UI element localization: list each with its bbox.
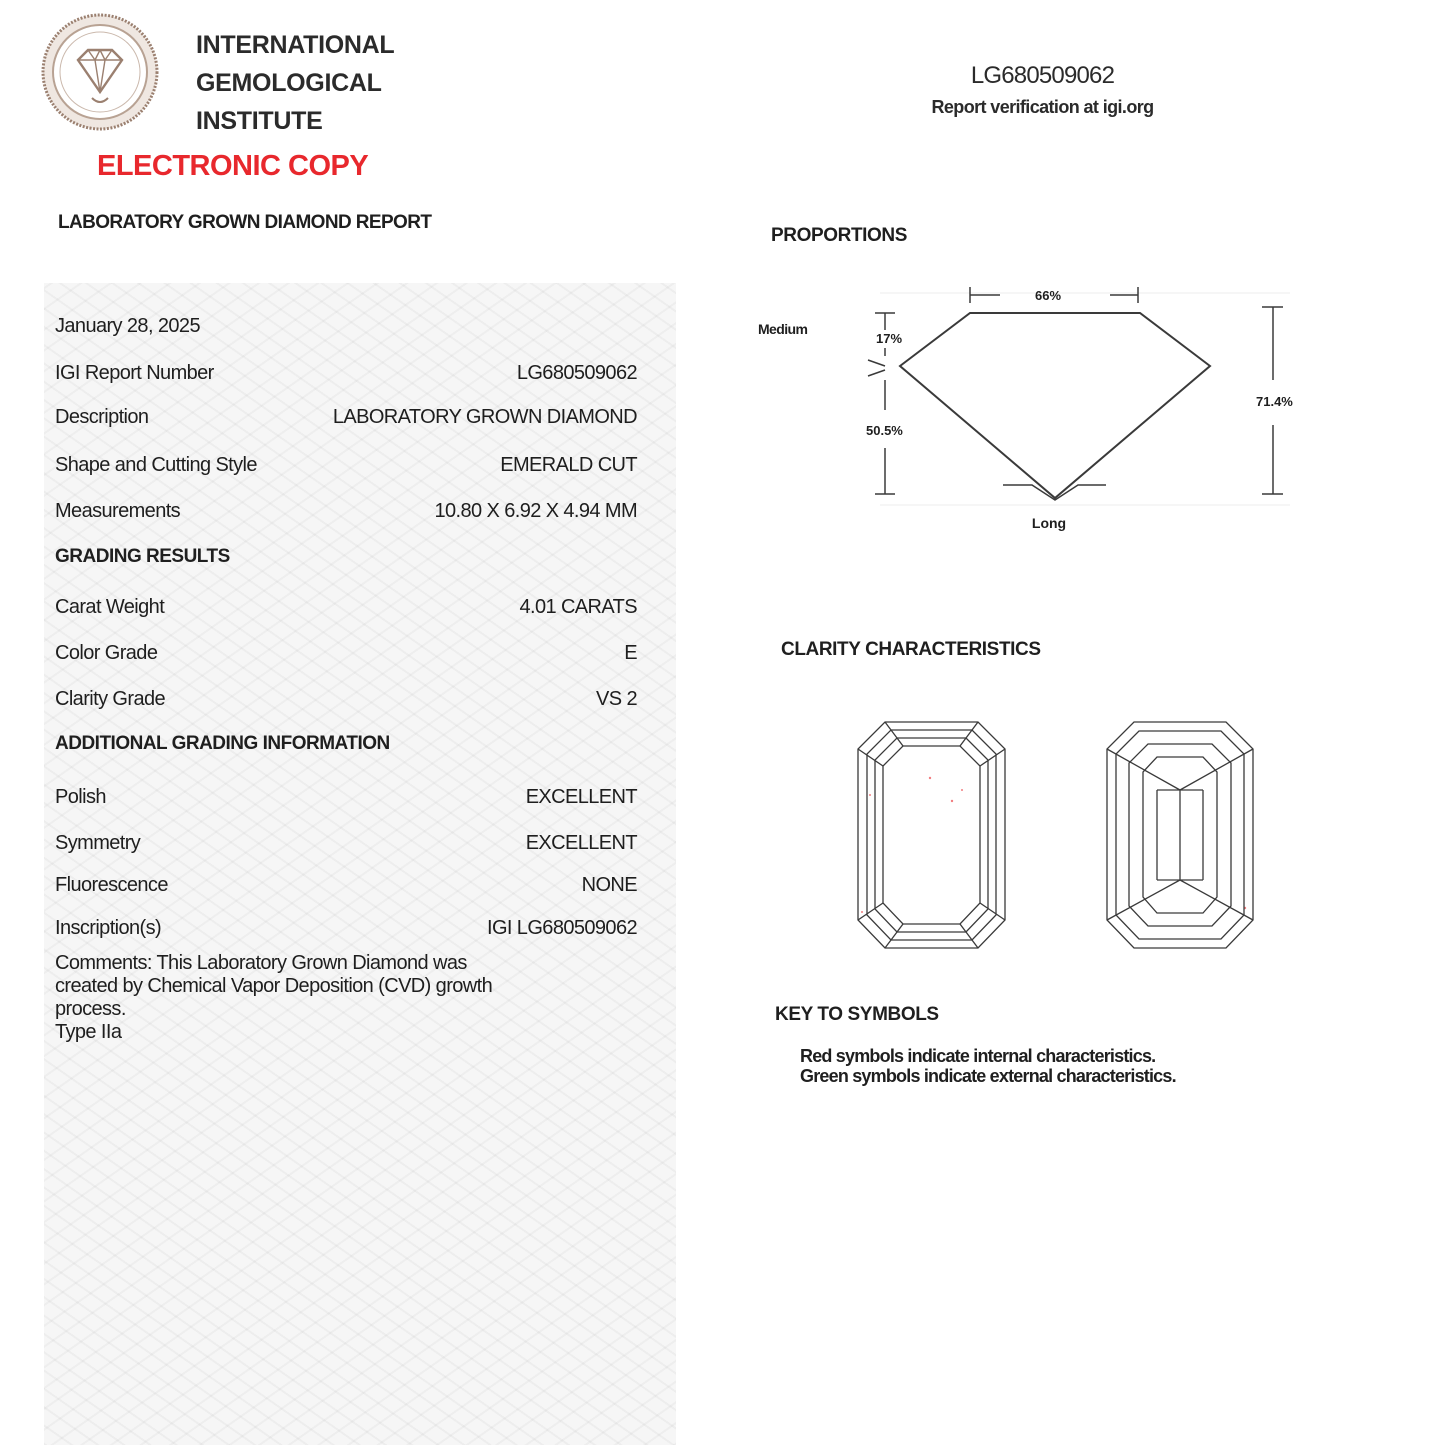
detail-value: EMERALD CUT [500, 454, 637, 476]
detail-label: Shape and Cutting Style [55, 454, 257, 476]
key-to-symbols-heading: KEY TO SYMBOLS [775, 1004, 939, 1025]
detail-value: LABORATORY GROWN DIAMOND [332, 406, 637, 428]
additional-value: NONE [581, 874, 637, 896]
diamond-type: Type IIa [55, 1021, 122, 1043]
additional-info-heading: ADDITIONAL GRADING INFORMATION [55, 733, 390, 754]
key-internal-line: Red symbols indicate internal characteristics. [800, 1046, 1156, 1066]
girdle-label: Medium [758, 321, 808, 337]
depth-percent: 71.4% [1256, 394, 1293, 409]
proportions-diagram [750, 275, 1310, 540]
crown-percent: 17% [876, 331, 903, 346]
additional-label: Polish [55, 786, 106, 808]
crown-view-diagram [858, 722, 1005, 948]
additional-label: Fluorescence [55, 874, 168, 896]
additional-label: Inscription(s) [55, 917, 162, 939]
culet-label: Long [1031, 515, 1067, 531]
additional-value: EXCELLENT [525, 832, 637, 854]
igi-seal-logo [40, 12, 160, 132]
comments-block [55, 952, 620, 1044]
grading-results-heading: GRADING RESULTS [55, 546, 230, 567]
detail-value: LG680509062 [516, 362, 637, 384]
pavilion-view-diagram [1107, 722, 1253, 948]
clarity-plot-diagrams [850, 715, 1265, 955]
proportions-heading: PROPORTIONS [771, 225, 908, 246]
key-to-symbols-text [800, 1046, 1176, 1086]
grading-value: E [624, 642, 637, 664]
report-verification-link[interactable]: Report verification at igi.org [931, 97, 1154, 117]
diamond-profile [900, 313, 1210, 498]
org-line-2: GEMOLOGICAL [196, 69, 382, 97]
comments-line: process. [55, 998, 126, 1020]
detail-label: Description [55, 406, 149, 428]
comments-line: Comments: This Laboratory Grown Diamond was [55, 952, 467, 974]
report-date: January 28, 2025 [55, 315, 200, 337]
inclusion-marks [861, 777, 1246, 913]
grading-label: Color Grade [55, 642, 158, 664]
comments-line: created by Chemical Vapor Deposition (CVD) growth [55, 975, 493, 997]
electronic-copy-label: ELECTRONIC COPY [97, 150, 369, 182]
table-percent: 66% [1034, 288, 1062, 303]
detail-value: 10.80 X 6.92 X 4.94 MM [434, 500, 637, 522]
report-type-title: LABORATORY GROWN DIAMOND REPORT [58, 212, 432, 233]
detail-label: Measurements [55, 500, 181, 522]
pavilion-percent: 50.5% [866, 423, 903, 438]
organization-name [196, 26, 394, 140]
detail-label: IGI Report Number [55, 362, 214, 384]
additional-value: IGI LG680509062 [486, 917, 637, 939]
additional-value: EXCELLENT [525, 786, 637, 808]
clarity-heading: CLARITY CHARACTERISTICS [781, 639, 1041, 660]
org-line-1: INTERNATIONAL [196, 31, 395, 59]
additional-label: Symmetry [55, 832, 141, 854]
grading-label: Clarity Grade [55, 688, 166, 710]
grading-label: Carat Weight [55, 596, 165, 618]
grading-value: VS 2 [596, 688, 637, 710]
key-external-line: Green symbols indicate external characteristics. [800, 1066, 1176, 1086]
report-number-header: LG680509062 [970, 62, 1115, 89]
grading-value: 4.01 CARATS [519, 596, 637, 618]
org-line-3: INSTITUTE [196, 107, 323, 135]
